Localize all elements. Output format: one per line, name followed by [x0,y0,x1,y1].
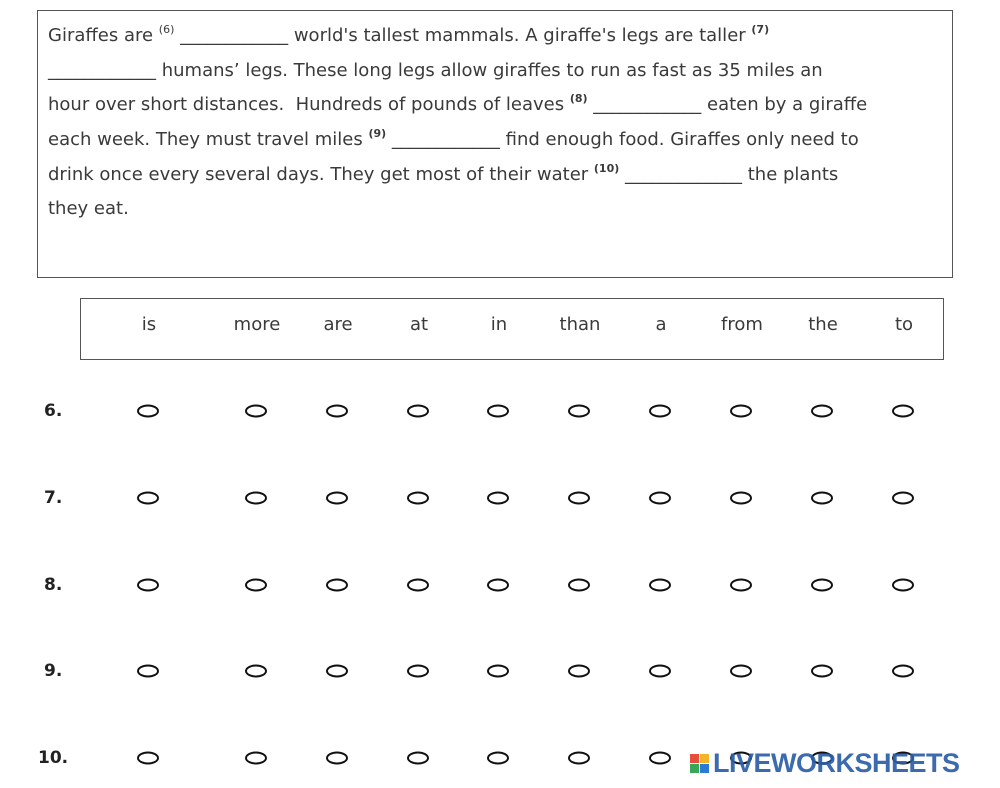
blank-number: (7) [751,23,770,36]
word-bank-in: in [490,314,508,335]
passage-text: hour over short distances. Hundreds of pounds of leaves [48,94,570,115]
radio-option-at[interactable] [407,665,429,678]
passage-line [48,23,769,49]
question-number-label: 10. [38,748,69,768]
passage-text: ____________ find enough food. Giraffes only need to [386,129,859,150]
radio-option-a[interactable] [649,579,671,592]
word-bank-to: to [894,314,914,335]
radio-option-in[interactable] [487,752,509,765]
passage-text: Giraffes are [48,25,159,46]
word-bank-a: a [655,314,667,335]
radio-option-in[interactable] [487,405,509,418]
radio-option-are[interactable] [326,579,348,592]
word-bank-from: from [721,314,763,335]
radio-option-than[interactable] [568,665,590,678]
blank-number: (8) [569,92,588,105]
radio-option-at[interactable] [407,752,429,765]
word-bank-at: at [409,314,429,335]
radio-option-is[interactable] [137,665,159,678]
radio-option-a[interactable] [649,405,671,418]
radio-option-more[interactable] [245,579,267,592]
radio-option-than[interactable] [568,752,590,765]
passage-text: drink once every several days. They get most of their water [48,164,594,185]
word-bank-the: the [808,314,838,335]
passage-line [48,162,838,188]
radio-option-to[interactable] [892,405,914,418]
radio-option-more[interactable] [245,752,267,765]
radio-option-than[interactable] [568,492,590,505]
blank-number: (6) [158,23,175,36]
passage-line [48,58,823,84]
blank-number: (9) [368,127,387,140]
radio-option-in[interactable] [487,665,509,678]
radio-option-to[interactable] [892,665,914,678]
passage-text: each week. They must travel miles [48,129,369,150]
question-number-label: 7. [44,488,63,508]
radio-option-in[interactable] [487,492,509,505]
passage-text: ____________ eaten by a giraffe [587,94,868,115]
radio-option-the[interactable] [811,492,833,505]
passage-text: ____________ humans’ legs. These long legs allow giraffes to run as fast as 35 miles an [48,60,823,81]
radio-option-are[interactable] [326,492,348,505]
radio-option-at[interactable] [407,405,429,418]
radio-option-is[interactable] [137,752,159,765]
radio-option-at[interactable] [407,492,429,505]
radio-option-is[interactable] [137,579,159,592]
word-bank [80,298,944,360]
radio-option-a[interactable] [649,752,671,765]
radio-option-more[interactable] [245,665,267,678]
radio-option-is[interactable] [137,492,159,505]
passage-line [48,127,859,153]
question-number-label: 9. [44,661,63,681]
radio-option-the[interactable] [811,579,833,592]
passage-text: ____________ world's tallest mammals. A giraffe's legs are taller [174,25,752,46]
radio-option-a[interactable] [649,665,671,678]
radio-option-the[interactable] [811,665,833,678]
watermark-text: LIVEWORKSHEETS [713,747,960,778]
blank-number: (10) [593,162,620,175]
passage-line [48,196,129,222]
passage-text: they eat. [48,198,129,219]
radio-option-from[interactable] [730,665,752,678]
radio-option-at[interactable] [407,579,429,592]
radio-option-to[interactable] [892,492,914,505]
radio-option-more[interactable] [245,405,267,418]
radio-option-to[interactable] [892,579,914,592]
reading-passage-box [37,10,953,278]
word-bank-than: than [559,314,601,335]
radio-option-are[interactable] [326,665,348,678]
radio-option-than[interactable] [568,405,590,418]
word-bank-are: are [323,314,353,335]
question-number-label: 8. [44,575,63,595]
radio-option-from[interactable] [730,405,752,418]
radio-option-than[interactable] [568,579,590,592]
passage-line [48,92,867,118]
liveworksheets-logo-icon [690,754,709,773]
word-bank-more: more [233,314,281,335]
question-number-label: 6. [44,401,63,421]
word-bank-is: is [141,314,157,335]
radio-option-are[interactable] [326,752,348,765]
radio-option-a[interactable] [649,492,671,505]
passage-text: _____________ the plants [619,164,839,185]
radio-option-from[interactable] [730,579,752,592]
liveworksheets-watermark [690,748,960,778]
radio-option-more[interactable] [245,492,267,505]
radio-option-the[interactable] [811,405,833,418]
radio-option-are[interactable] [326,405,348,418]
radio-option-from[interactable] [730,492,752,505]
radio-option-is[interactable] [137,405,159,418]
radio-option-in[interactable] [487,579,509,592]
